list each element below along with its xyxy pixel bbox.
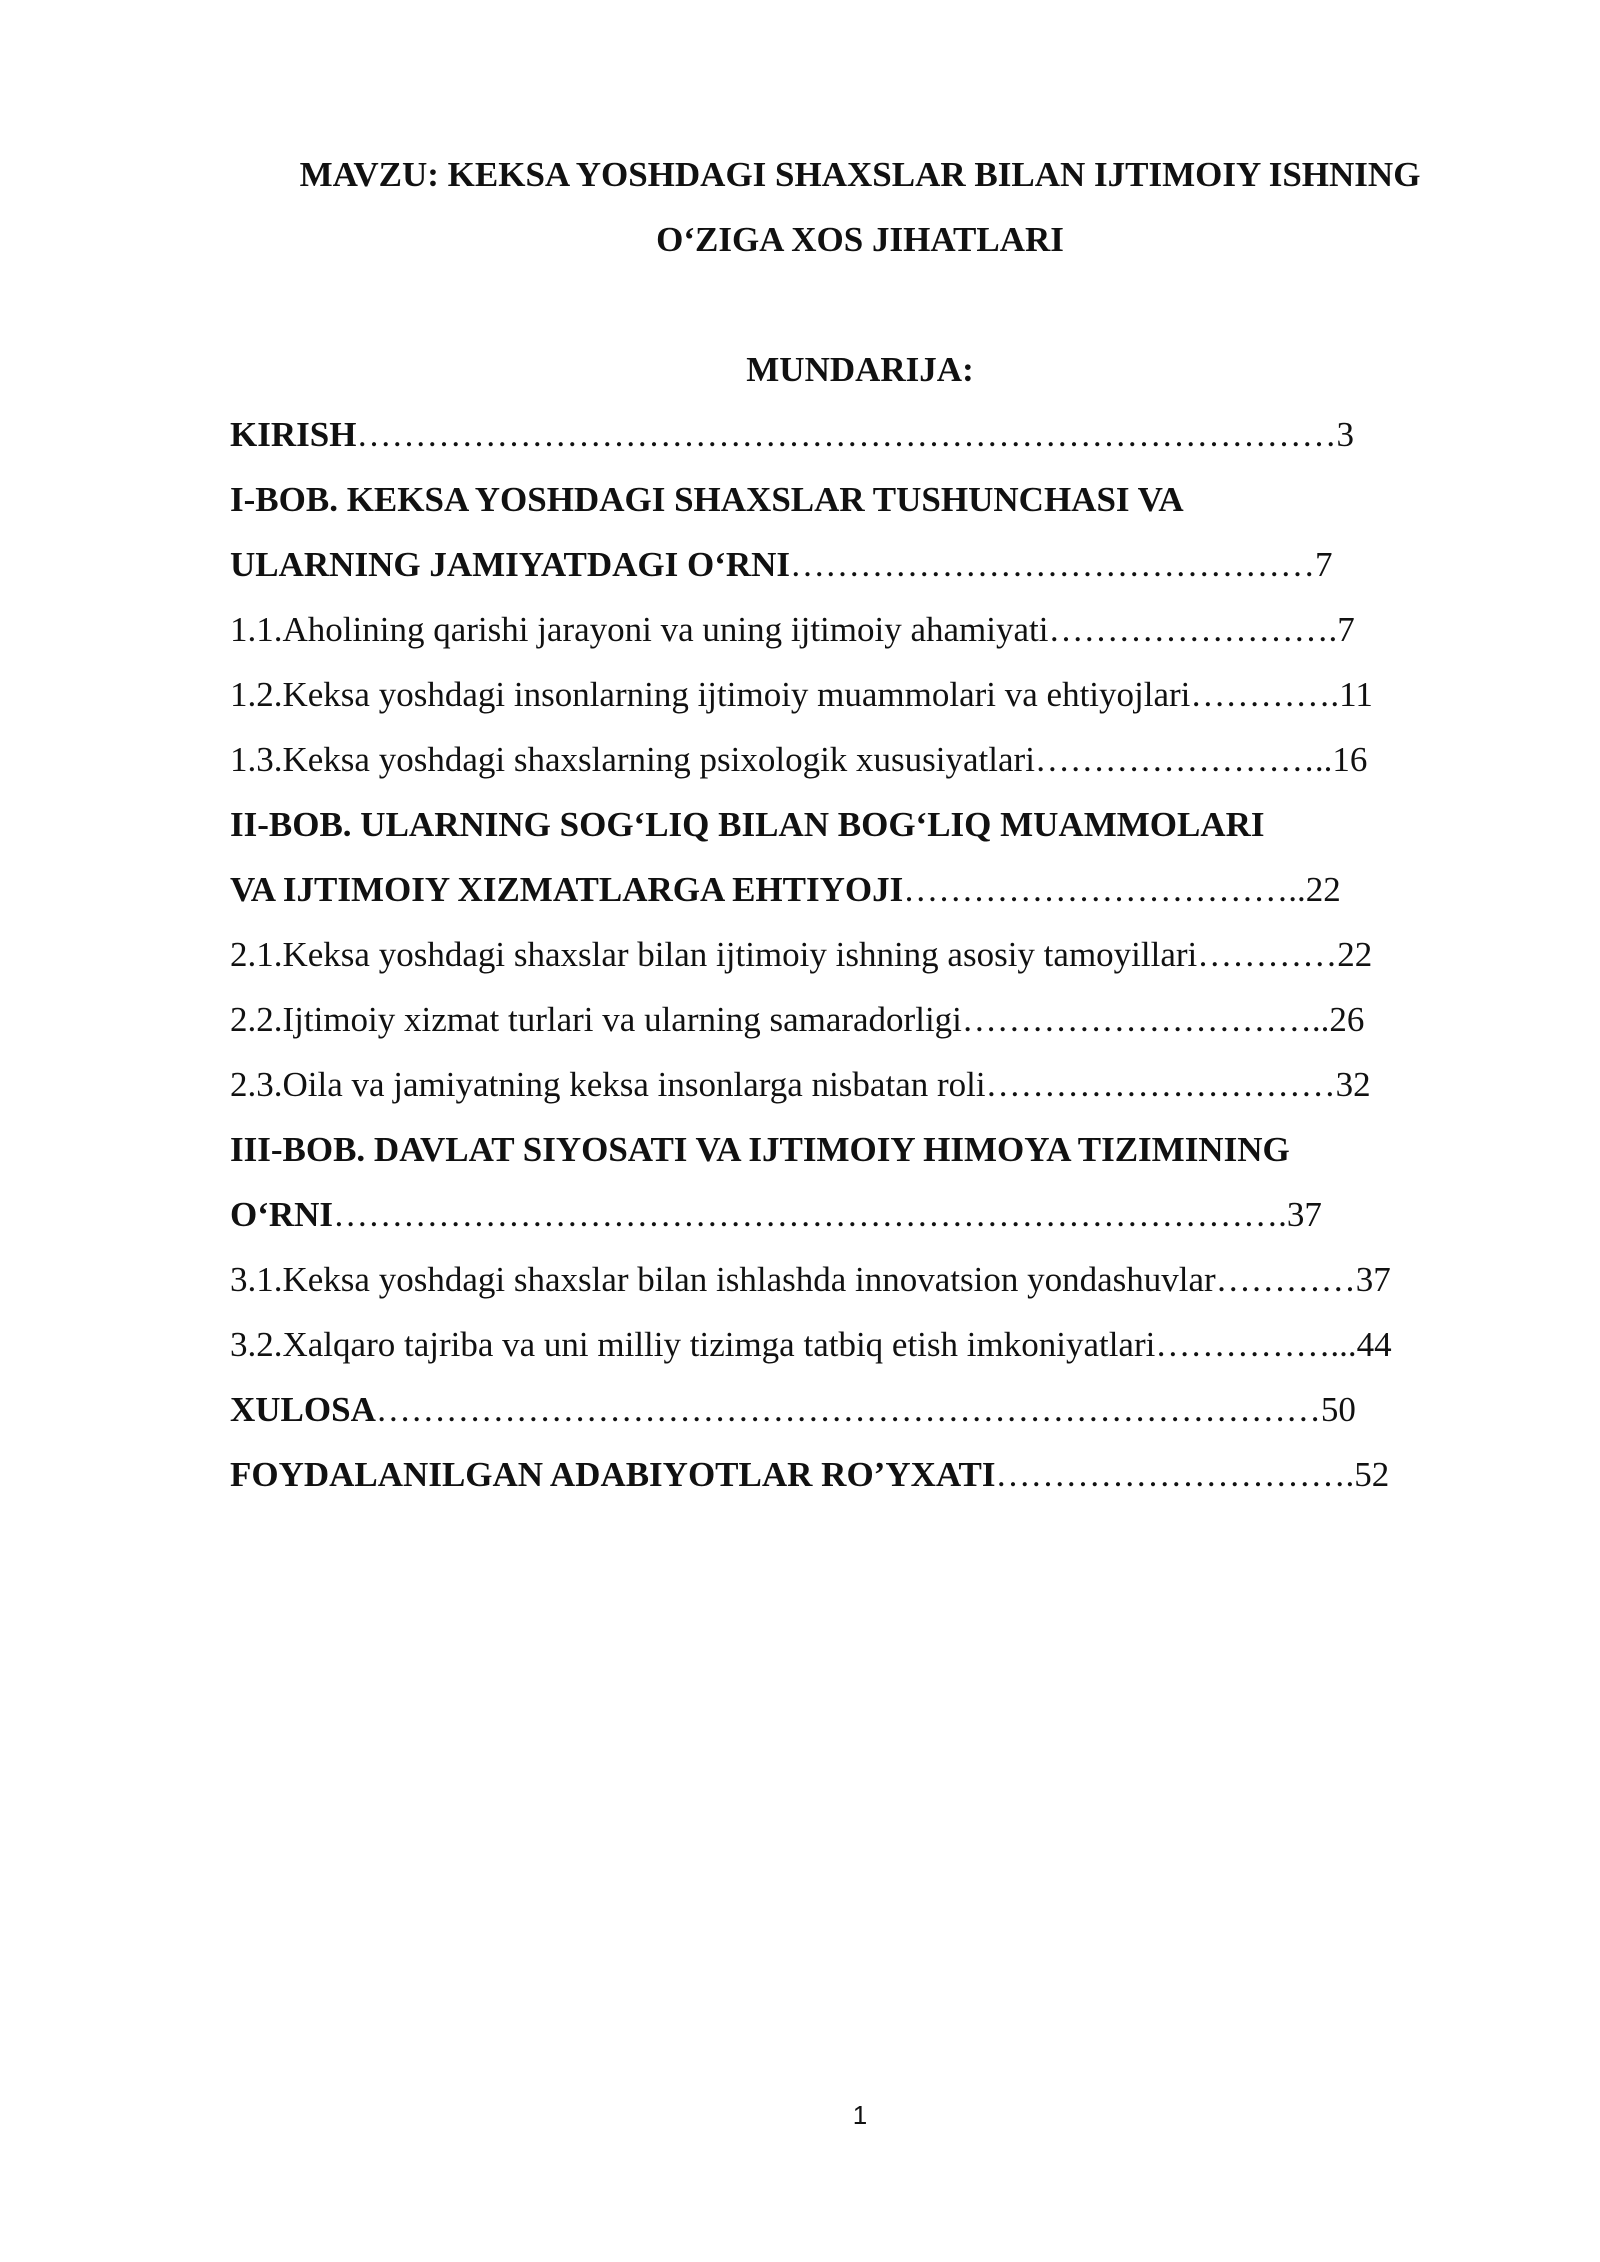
toc-entry-page: 3 bbox=[1336, 415, 1354, 454]
toc-entry-label: II-BOB. ULARNING SOG‘LIQ BILAN BOG‘LIQ MUAMMOLARI bbox=[230, 805, 1265, 844]
toc-entry-dots: ………… bbox=[1215, 1260, 1356, 1299]
toc-entry-page: 52 bbox=[1354, 1455, 1390, 1494]
toc-entry-dots: ……………. bbox=[1155, 1325, 1340, 1364]
toc-entry-chapter-2-line-2 bbox=[230, 857, 1530, 922]
toc-entry-page: 37 bbox=[1355, 1260, 1391, 1299]
toc-entry-page: 7 bbox=[1337, 610, 1355, 649]
toc-entry-kirish bbox=[230, 402, 1530, 467]
toc-entry-chapter-1-line-1 bbox=[230, 467, 1530, 532]
toc-entry-label: KIRISH bbox=[230, 415, 357, 454]
toc-entry-bibliography bbox=[230, 1442, 1530, 1507]
toc-entry-xulosa bbox=[230, 1377, 1530, 1442]
toc-entry-label: ULARNING JAMIYATDAGI O‘RNI bbox=[230, 545, 791, 584]
contents-heading: MUNDARIJA: bbox=[746, 350, 974, 389]
toc-entry-3-1 bbox=[230, 1247, 1530, 1312]
toc-entry-label: FOYDALANILGAN ADABIYOTLAR RO’YXATI bbox=[230, 1455, 996, 1494]
toc-entry-label: O‘RNI bbox=[230, 1195, 334, 1234]
toc-entry-page: ..44 bbox=[1339, 1325, 1392, 1364]
toc-entry-label: 3.1.Keksa yoshdagi shaxslar bilan ishlashda innovatsion yondashuvlar bbox=[230, 1260, 1216, 1299]
toc-entry-page: 16 bbox=[1332, 740, 1368, 779]
toc-entry-page: 50 bbox=[1320, 1390, 1356, 1429]
table-of-contents bbox=[230, 402, 1530, 1507]
toc-entry-label: 2.2.Ijtimoiy xizmat turlari va ularning samaradorligi bbox=[230, 1000, 962, 1039]
toc-entry-dots: ………………………….. bbox=[961, 1000, 1330, 1039]
toc-entry-page: 32 bbox=[1335, 1065, 1371, 1104]
toc-entry-page: 26 bbox=[1329, 1000, 1365, 1039]
toc-entry-label: VA IJTIMOIY XIZMATLARGA EHTIYOJI bbox=[230, 870, 904, 909]
page-number: 1 bbox=[852, 2100, 868, 2130]
toc-entry-page: 11 bbox=[1339, 675, 1373, 714]
toc-entry-label: 1.3.Keksa yoshdagi shaxslarning psixologik xususiyatlari bbox=[230, 740, 1035, 779]
toc-entry-dots: ………………………… bbox=[985, 1065, 1336, 1104]
toc-entry-dots: ………………………………………………………………………… bbox=[356, 415, 1337, 454]
toc-entry-1-2 bbox=[230, 662, 1530, 727]
toc-entry-dots: …………………….. bbox=[1034, 740, 1333, 779]
toc-entry-page: 22 bbox=[1305, 870, 1341, 909]
toc-entry-label: 1.2.Keksa yoshdagi insonlarning ijtimoiy muammolari va ehtiyojlari bbox=[230, 675, 1191, 714]
toc-entry-dots: ……………………………………… bbox=[790, 545, 1316, 584]
toc-entry-1-3 bbox=[230, 727, 1530, 792]
title-line-2: O‘ZIGA XOS JIHATLARI bbox=[656, 220, 1064, 259]
document-title bbox=[0, 142, 1600, 272]
toc-entry-chapter-1-line-2 bbox=[230, 532, 1530, 597]
toc-entry-dots: ……………………. bbox=[1048, 610, 1338, 649]
toc-entry-chapter-3-line-1 bbox=[230, 1117, 1530, 1182]
toc-entry-chapter-3-line-2 bbox=[230, 1182, 1530, 1247]
toc-entry-label: 2.3.Oila va jamiyatning keksa insonlarga nisbatan roli bbox=[230, 1065, 986, 1104]
toc-entry-label: 2.1.Keksa yoshdagi shaxslar bilan ijtimoiy ishning asosiy tamoyillari bbox=[230, 935, 1198, 974]
toc-entry-page: 22 bbox=[1337, 935, 1373, 974]
toc-entry-chapter-2-line-1 bbox=[230, 792, 1530, 857]
toc-entry-label: III-BOB. DAVLAT SIYOSATI VA IJTIMOIY HIMOYA TIZIMINING bbox=[230, 1130, 1290, 1169]
toc-entry-dots: ………… bbox=[1197, 935, 1338, 974]
toc-entry-dots: …………………………. bbox=[995, 1455, 1355, 1494]
toc-entry-dots: …………………………….. bbox=[903, 870, 1306, 909]
toc-entry-3-2 bbox=[230, 1312, 1530, 1377]
toc-entry-dots: …………. bbox=[1190, 675, 1340, 714]
toc-entry-2-2 bbox=[230, 987, 1530, 1052]
toc-entry-label: 3.2.Xalqaro tajriba va uni milliy tizimga tatbiq etish imkoniyatlari bbox=[230, 1325, 1156, 1364]
toc-entry-2-1 bbox=[230, 922, 1530, 987]
toc-entry-1-1 bbox=[230, 597, 1530, 662]
toc-entry-label: I-BOB. KEKSA YOSHDAGI SHAXSLAR TUSHUNCHASI VA bbox=[230, 480, 1184, 519]
title-line-1: MAVZU: KEKSA YOSHDAGI SHAXSLAR BILAN IJTIMOIY ISHNING bbox=[299, 155, 1421, 194]
toc-entry-page: 37 bbox=[1286, 1195, 1322, 1234]
toc-entry-label: 1.1.Aholining qarishi jarayoni va uning ijtimoiy ahamiyati bbox=[230, 610, 1049, 649]
toc-entry-2-3 bbox=[230, 1052, 1530, 1117]
toc-entry-page: 7 bbox=[1315, 545, 1333, 584]
toc-entry-dots: ……………………………………………………………………… bbox=[375, 1390, 1321, 1429]
toc-entry-label: XULOSA bbox=[230, 1390, 376, 1429]
toc-entry-dots: ………………………………………………………………………. bbox=[333, 1195, 1287, 1234]
